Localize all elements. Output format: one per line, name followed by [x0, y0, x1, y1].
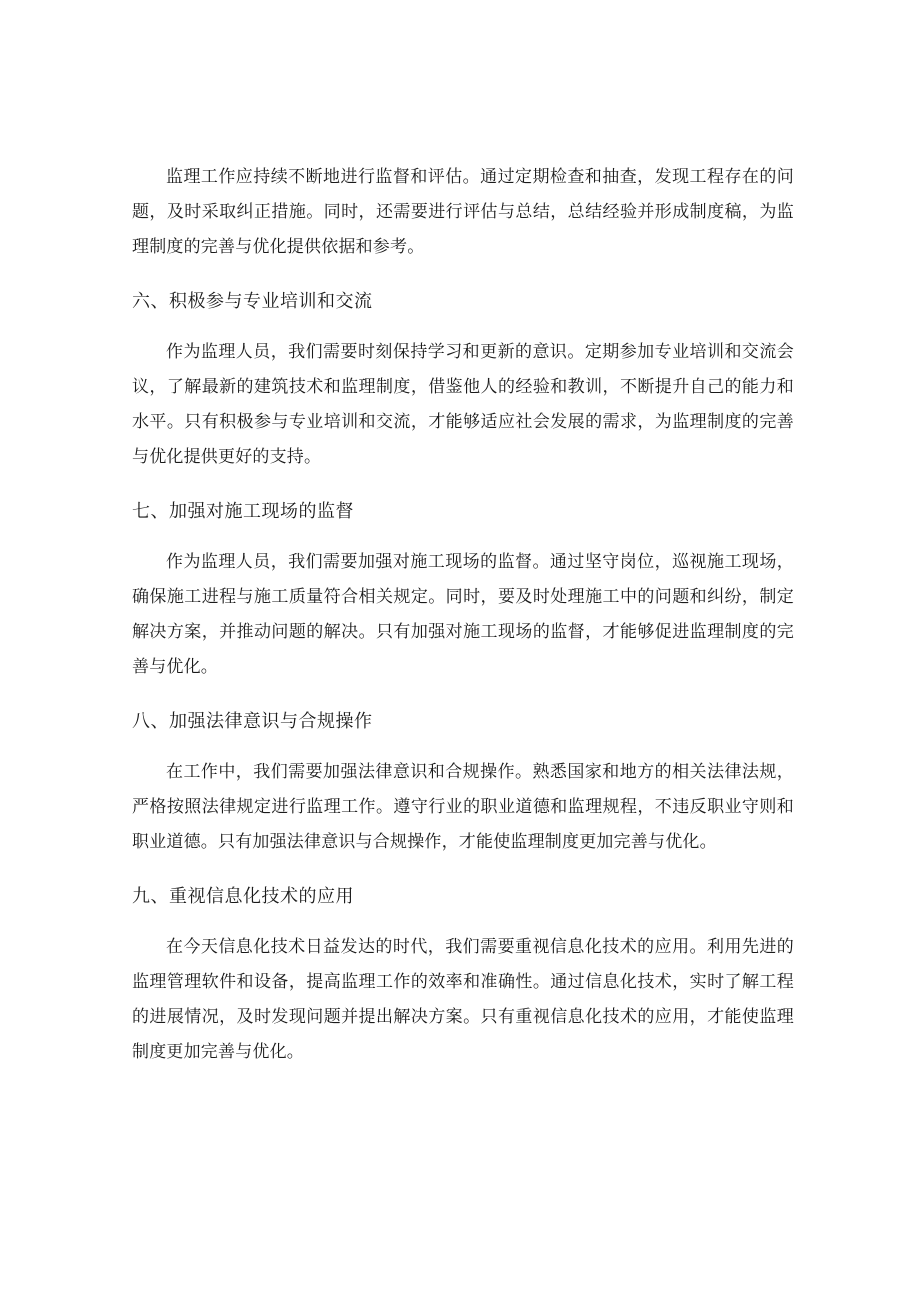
paragraph-section-6: 作为监理人员，我们需要时刻保持学习和更新的意识。定期参加专业培训和交流会议，了解最新的建筑技术和监理制度，借鉴他人的经验和教训，不断提升自己的能力和水平。只有积极参与专业培训和交流，才能够适应社会发展的需求，为监理制度的完善与优化提供更好的支持。	[132, 342, 794, 467]
paragraph-section-8: 在工作中，我们需要加强法律意识和合规操作。熟悉国家和地方的相关法律法规，严格按照法律规定进行监理工作。遵守行业的职业道德和监理规程，不违反职业守则和职业道德。只有加强法律意识与合规操作，才能使监理制度更加完善与优化。	[132, 762, 794, 852]
section-heading-6: 六、积极参与专业培训和交流	[132, 291, 373, 312]
document-body	[132, 160, 794, 1070]
paragraph-intro: 监理工作应持续不断地进行监督和评估。通过定期检查和抽查，发现工程存在的问题，及时采取纠正措施。同时，还需要进行评估与总结，总结经验并形成制度稿，为监理制度的完善与优化提供依据和参考。	[132, 167, 794, 257]
section-heading-7: 七、加强对施工现场的监督	[132, 501, 354, 522]
paragraph-section-7: 作为监理人员，我们需要加强对施工现场的监督。通过坚守岗位，巡视施工现场，确保施工进程与施工质量符合相关规定。同时，要及时处理施工中的问题和纠纷，制定解决方案，并推动问题的解决。只有加强对施工现场的监督，才能够促进监理制度的完善与优化。	[132, 552, 794, 677]
section-heading-8: 八、加强法律意识与合规操作	[132, 711, 373, 732]
section-heading-9: 九、重视信息化技术的应用	[132, 886, 354, 907]
paragraph-section-9: 在今天信息化技术日益发达的时代，我们需要重视信息化技术的应用。利用先进的监理管理软件和设备，提高监理工作的效率和准确性。通过信息化技术，实时了解工程的进展情况，及时发现问题并提出解决方案。只有重视信息化技术的应用，才能使监理制度更加完善与优化。	[132, 937, 794, 1062]
